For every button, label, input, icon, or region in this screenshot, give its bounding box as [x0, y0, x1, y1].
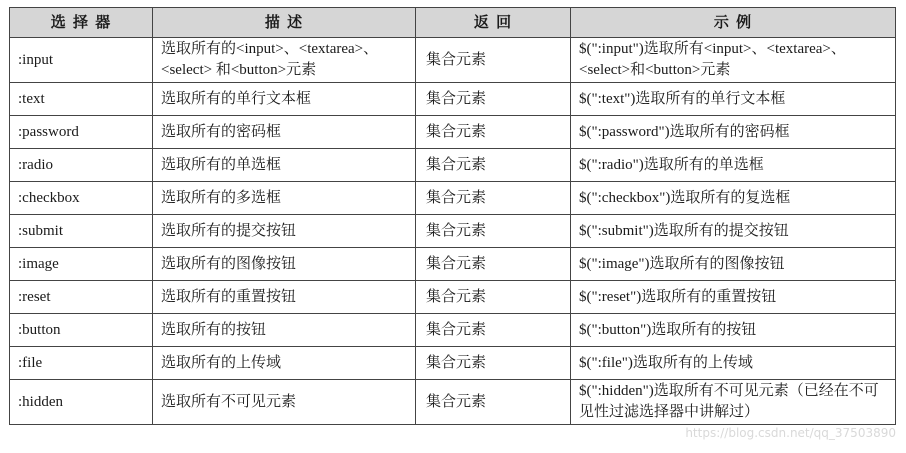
- cell-description: 选取所有的图像按钮: [153, 248, 416, 281]
- table-row: [10, 182, 896, 215]
- cell-description: 选取所有的单选框: [153, 149, 416, 182]
- cell-selector: :radio: [10, 149, 153, 182]
- cell-returns: 集合元素: [416, 314, 571, 347]
- cell-selector: :submit: [10, 215, 153, 248]
- cell-returns: 集合元素: [416, 116, 571, 149]
- cell-returns: 集合元素: [416, 248, 571, 281]
- cell-description: 选取所有的重置按钮: [153, 281, 416, 314]
- cell-selector: :image: [10, 248, 153, 281]
- table-row: [10, 347, 896, 380]
- cell-example: $(":checkbox")选取所有的复选框: [571, 182, 896, 215]
- table-row: [10, 38, 896, 83]
- cell-example: $(":input")选取所有<input>、<textarea>、<select>和<button>元素: [571, 38, 896, 83]
- cell-returns: 集合元素: [416, 38, 571, 83]
- form-selector-table: [9, 7, 896, 425]
- cell-selector: :button: [10, 314, 153, 347]
- cell-description: 选取所有的上传域: [153, 347, 416, 380]
- header-returns: 返 回: [416, 8, 571, 38]
- cell-example: $(":button")选取所有的按钮: [571, 314, 896, 347]
- cell-example: $(":file")选取所有的上传域: [571, 347, 896, 380]
- cell-example: $(":hidden")选取所有不可见元素（已经在不可见性过滤选择器中讲解过）: [571, 380, 896, 425]
- cell-selector: :reset: [10, 281, 153, 314]
- table-row: [10, 248, 896, 281]
- cell-description: 选取所有的多选框: [153, 182, 416, 215]
- table-row: [10, 83, 896, 116]
- table-row: [10, 215, 896, 248]
- table-row: [10, 281, 896, 314]
- cell-example: $(":radio")选取所有的单选框: [571, 149, 896, 182]
- header-description: 描 述: [153, 8, 416, 38]
- cell-selector: :file: [10, 347, 153, 380]
- cell-selector: :hidden: [10, 380, 153, 425]
- watermark: https://blog.csdn.net/qq_37503890: [685, 426, 896, 440]
- cell-selector: :checkbox: [10, 182, 153, 215]
- header-row: [10, 8, 896, 38]
- cell-description: 选取所有的按钮: [153, 314, 416, 347]
- cell-description: 选取所有的提交按钮: [153, 215, 416, 248]
- table-row: [10, 116, 896, 149]
- selector-table-container: [9, 7, 895, 425]
- cell-example: $(":image")选取所有的图像按钮: [571, 248, 896, 281]
- cell-example: $(":submit")选取所有的提交按钮: [571, 215, 896, 248]
- cell-returns: 集合元素: [416, 182, 571, 215]
- cell-returns: 集合元素: [416, 83, 571, 116]
- cell-example: $(":password")选取所有的密码框: [571, 116, 896, 149]
- cell-returns: 集合元素: [416, 215, 571, 248]
- header-selector: 选 择 器: [10, 8, 153, 38]
- cell-returns: 集合元素: [416, 380, 571, 425]
- cell-returns: 集合元素: [416, 149, 571, 182]
- table-body: [10, 38, 896, 425]
- cell-returns: 集合元素: [416, 347, 571, 380]
- header-example: 示 例: [571, 8, 896, 38]
- table-row: [10, 149, 896, 182]
- cell-selector: :text: [10, 83, 153, 116]
- cell-selector: :password: [10, 116, 153, 149]
- table-row: [10, 314, 896, 347]
- cell-returns: 集合元素: [416, 281, 571, 314]
- cell-description: 选取所有的单行文本框: [153, 83, 416, 116]
- cell-description: 选取所有的密码框: [153, 116, 416, 149]
- cell-example: $(":reset")选取所有的重置按钮: [571, 281, 896, 314]
- cell-example: $(":text")选取所有的单行文本框: [571, 83, 896, 116]
- cell-selector: :input: [10, 38, 153, 83]
- cell-description: 选取所有的<input>、<textarea>、<select> 和<button>元素: [153, 38, 416, 83]
- cell-description: 选取所有不可见元素: [153, 380, 416, 425]
- table-row: [10, 380, 896, 425]
- table-header: [10, 8, 896, 38]
